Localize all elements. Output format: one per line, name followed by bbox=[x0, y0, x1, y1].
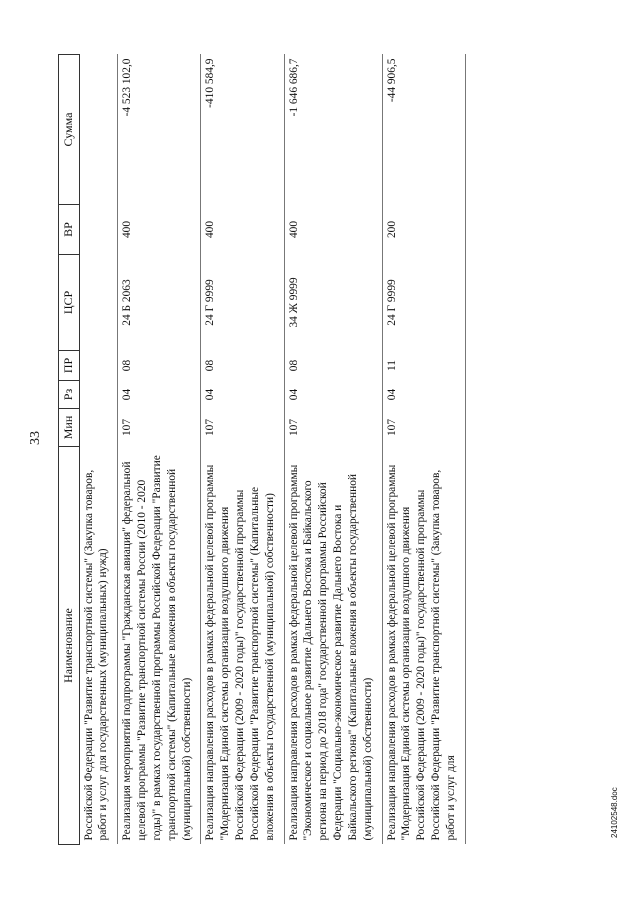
cell-name: Реализация мероприятий подпрограммы "Гражданская авиация" федеральной целевой программы "Развитие транспортной системы России (2010 - 2020 годы)" в рамках государственной программы Российской Федерации "Развитие транспортной системы" (Капитальные вложения в объекты государственной (муниципальной) собственности) bbox=[118, 447, 201, 845]
table-row bbox=[79, 55, 118, 845]
cell-min: 107 bbox=[201, 409, 284, 447]
cell-vr: 400 bbox=[201, 205, 284, 255]
cell-name: Реализация направления расходов в рамках федеральной целевой программы "Экономическое и социальное развитие Дальнего Востока и Байкальского региона на период до 2018 года" государственной программы Российской Федерации "Социально-экономическое развитие Дальнего Востока и Байкальского региона" (Капитальные вложения в объекты государственной (муниципальной) собственности) bbox=[284, 447, 382, 845]
header-min: Мин bbox=[59, 409, 80, 447]
cell-csr: 34 Ж 9999 bbox=[284, 255, 382, 351]
header-rz: Рз bbox=[59, 381, 80, 409]
header-vr: ВР bbox=[59, 205, 80, 255]
cell-vr: 200 bbox=[382, 205, 465, 255]
cell-vr: 400 bbox=[284, 205, 382, 255]
cell-rz: 04 bbox=[382, 381, 465, 409]
cell-pr: 11 bbox=[382, 351, 465, 381]
cell-csr: 24 Г 9999 bbox=[201, 255, 284, 351]
header-pr: ПР bbox=[59, 351, 80, 381]
cell-pr: 08 bbox=[284, 351, 382, 381]
page-number: 33 bbox=[28, 431, 43, 445]
cell-min: 107 bbox=[284, 409, 382, 447]
cell-rz: 04 bbox=[201, 381, 284, 409]
cell-vr bbox=[79, 205, 118, 255]
table-row bbox=[284, 55, 382, 845]
header-sum: Сумма bbox=[59, 55, 80, 205]
cell-name: Реализация направления расходов в рамках федеральной целевой программы "Модернизация Единой системы организации воздушного движения Российской Федерации (2009 - 2020 годы)" государственной программы Российской Федерации "Развитие транспортной системы" (Капитальные вложения в объекты государственной (муниципальной) собственности) bbox=[201, 447, 284, 845]
cell-sum: -410 584,9 bbox=[201, 55, 284, 205]
header-csr: ЦСР bbox=[59, 255, 80, 351]
header-name: Наименование bbox=[59, 447, 80, 845]
cell-sum: -1 646 686,7 bbox=[284, 55, 382, 205]
cell-min bbox=[79, 409, 118, 447]
cell-min: 107 bbox=[118, 409, 201, 447]
cell-rz bbox=[79, 381, 118, 409]
cell-name: Реализация направления расходов в рамках федеральной целевой программы "Модернизация Единой системы организации воздушного движения Российской Федерации (2009 - 2020 годы)" государственной программы Российской Федерации "Развитие транспортной системы" (Закупка товаров, работ и услуг для bbox=[382, 447, 465, 845]
cell-pr: 08 bbox=[201, 351, 284, 381]
cell-min: 107 bbox=[382, 409, 465, 447]
cell-vr: 400 bbox=[118, 205, 201, 255]
cell-rz: 04 bbox=[284, 381, 382, 409]
cell-csr bbox=[79, 255, 118, 351]
cell-csr: 24 Б 2063 bbox=[118, 255, 201, 351]
budget-table-container bbox=[58, 55, 583, 845]
cell-pr bbox=[79, 351, 118, 381]
budget-table bbox=[58, 54, 466, 845]
cell-sum: -4 523 102,0 bbox=[118, 55, 201, 205]
cell-name: Российской Федерации "Развитие транспортной системы" (Закупка товаров, работ и услуг для государственных (муниципальных) нужд) bbox=[79, 447, 118, 845]
cell-rz: 04 bbox=[118, 381, 201, 409]
cell-sum bbox=[79, 55, 118, 205]
cell-csr: 24 Г 9999 bbox=[382, 255, 465, 351]
cell-pr: 08 bbox=[118, 351, 201, 381]
document-id: 24102548.doc bbox=[610, 787, 619, 838]
header-row bbox=[59, 55, 80, 845]
table-row bbox=[382, 55, 465, 845]
table-row bbox=[118, 55, 201, 845]
cell-sum: -44 906,5 bbox=[382, 55, 465, 205]
table-row bbox=[201, 55, 284, 845]
